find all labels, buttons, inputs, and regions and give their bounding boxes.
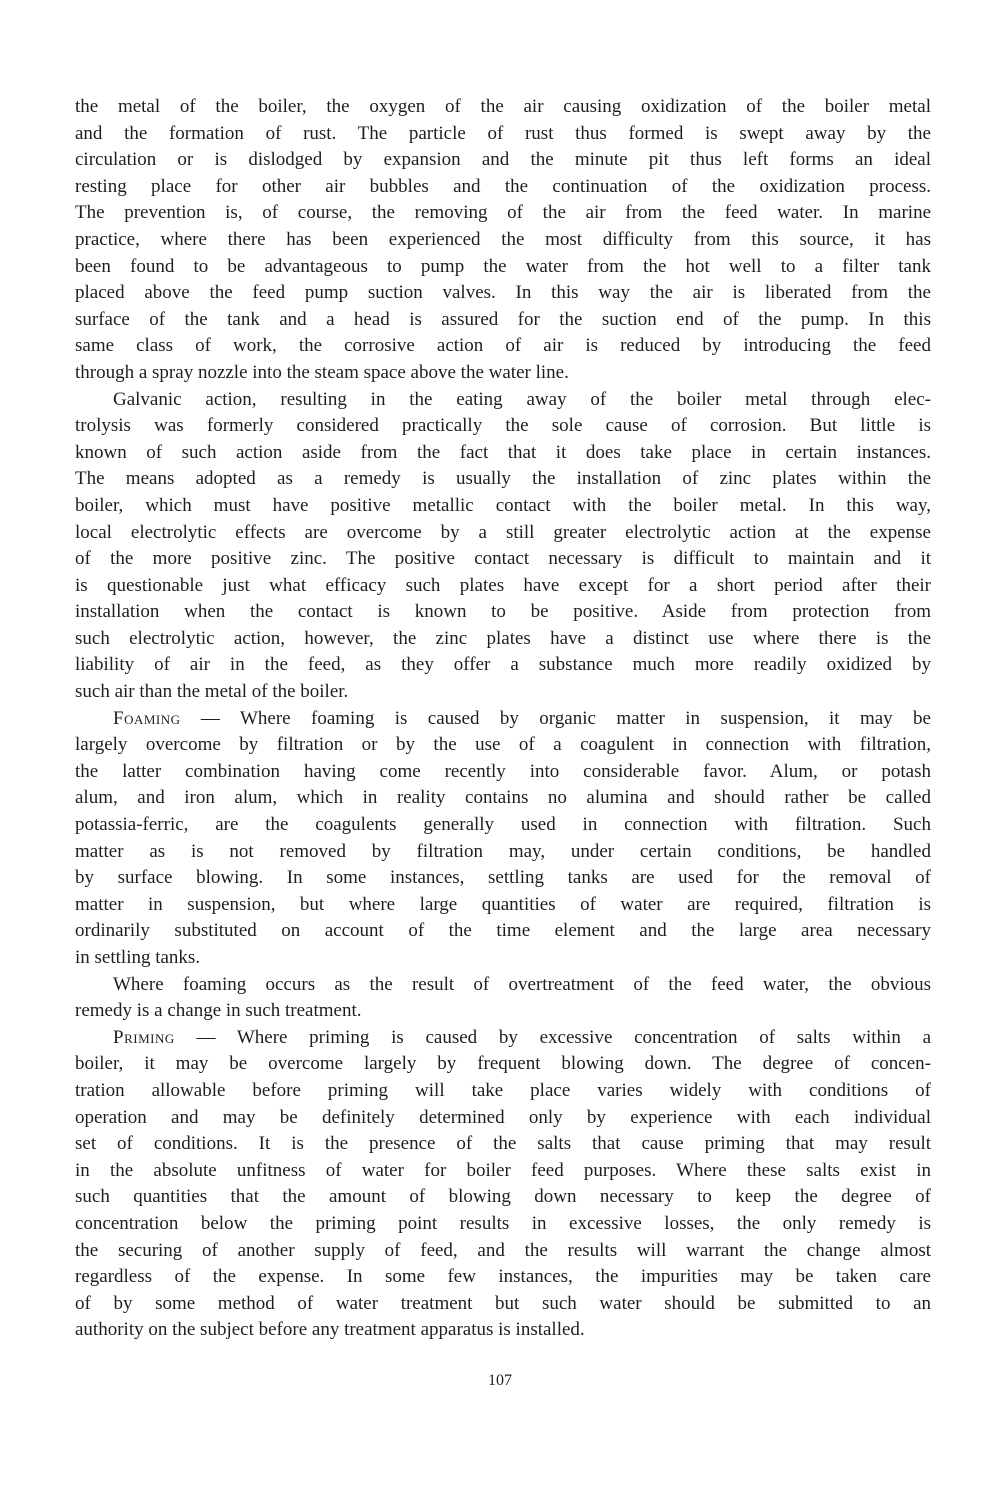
line-text: Where foaming occurs as the result of overtreatment of the feed water, the obvious [113,973,931,995]
line-text: such air than the metal of the boiler. [75,681,349,703]
line-text: the latter combination having come recently into considerable favor. Alum, or potash [75,760,931,782]
text-line [75,573,931,600]
line-text: in settling tanks. [75,947,201,968]
line-text: boiler, which must have positive metallic contact with the boiler metal. In this way, [75,494,931,516]
text-line [75,1078,931,1105]
line-text: circulation or is dislodged by expansion and the minute pit thus left forms an ideal [75,149,931,171]
line-text: potassia-ferric, are the coagulents generally used in connection with filtration. Such [75,814,931,836]
line-text: — Where foaming is caused by organic matter in suspension, it may be [180,707,931,729]
text-line [75,440,931,467]
text-line [75,732,931,759]
text-line [75,1238,931,1265]
line-text: and the formation of rust. The particle of rust thus formed is swept away by the [75,122,931,144]
text-line [75,94,931,121]
text-line [75,1105,931,1132]
text-line [75,1211,931,1238]
text-line [75,652,931,679]
line-text: same class of work, the corrosive action of air is reduced by introducing the feed [75,335,931,357]
line-text: Galvanic action, resulting in the eating away of the boiler metal through elec- [113,388,931,410]
line-text: such electrolytic action, however, the zinc plates have a distinct use where there is the [75,627,931,649]
line-text: through a spray nozzle into the steam space above the water line. [75,361,569,383]
line-text: by surface blowing. In some instances, settling tanks are used for the removal of [75,867,931,889]
line-text: installation when the contact is known to be positive. Aside from protection from [75,601,931,623]
text-line [75,546,931,573]
line-text: boiler, it may be overcome largely by frequent blowing down. The degree of concen- [75,1053,931,1075]
text-line [75,174,931,201]
text-line [75,945,931,972]
line-text: resting place for other air bubbles and the continuation of the oxidization process. [75,175,931,197]
line-text: the securing of another supply of feed, and the results will warrant the change almost [75,1239,931,1261]
paragraph [75,1025,931,1344]
line-text: local electrolytic effects are overcome by a still greater electrolytic action at the expense [75,521,931,543]
line-text: of by some method of water treatment but such water should be submitted to an [75,1292,931,1314]
text-line [75,1025,931,1052]
line-text: set of conditions. It is the presence of the salts that cause priming that may result [75,1133,931,1155]
line-text: remedy is a change in such treatment. [75,1000,362,1022]
text-line [75,387,931,414]
text-line [75,812,931,839]
line-text: practice, where there has been experienced the most difficulty from this source, it has [75,228,931,250]
paragraph [75,706,931,972]
text-line [75,280,931,307]
paragraph [75,94,931,387]
text-line [75,333,931,360]
text-line [75,254,931,281]
line-text: The prevention is, of course, the removing of the air from the feed water. In marine [75,202,931,224]
text-line [75,1051,931,1078]
line-text: is questionable just what efficacy such plates have except for a short period after their [75,574,931,596]
text-line [75,892,931,919]
text-line [75,785,931,812]
section-heading: Priming [113,1026,175,1048]
text-line [75,1264,931,1291]
text-line [75,227,931,254]
text-line [75,360,931,387]
text-line [75,1291,931,1318]
text-line [75,626,931,653]
text-line [75,466,931,493]
text-line [75,200,931,227]
line-text: operation and may be definitely determined only by experience with each individual [75,1106,931,1128]
line-text: authority on the subject before any treatment apparatus is installed. [75,1319,585,1341]
text-line [75,307,931,334]
line-text: alum, and iron alum, which in reality contains no alumina and should rather be called [75,787,931,809]
text-line [75,998,931,1025]
line-text: The means adopted as a remedy is usually the installation of zinc plates within the [75,468,931,490]
line-text: been found to be advantageous to pump the water from the hot well to a filter tank [75,255,931,277]
text-line [75,1158,931,1185]
text-line [75,520,931,547]
line-text: such quantities that the amount of blowing down necessary to keep the degree of [75,1186,931,1208]
text-line [75,972,931,999]
line-text: the metal of the boiler, the oxygen of the air causing oxidization of the boiler metal [75,96,931,117]
line-text: known of such action aside from the fact that it does take place in certain instances. [75,441,931,463]
line-text: surface of the tank and a head is assured for the suction end of the pump. In this [75,308,931,330]
text-line [75,599,931,626]
text-line [75,918,931,945]
text-line [75,679,931,706]
paragraph [75,387,931,706]
line-text: liability of air in the feed, as they offer a substance much more readily oxidized by [75,654,931,676]
line-text: — Where priming is caused by excessive concentration of salts within a [174,1026,931,1048]
line-text: matter as is not removed by filtration may, under certain conditions, be handled [75,840,931,862]
line-text: tration allowable before priming will take place varies widely with conditions of [75,1079,931,1101]
text-line [75,147,931,174]
text-line [75,413,931,440]
section-heading: Foaming [113,707,181,729]
line-text: concentration below the priming point results in excessive losses, the only remedy is [75,1212,931,1234]
line-text: regardless of the expense. In some few instances, the impurities may be taken care [75,1266,931,1288]
text-line [75,839,931,866]
line-text: placed above the feed pump suction valves. In this way the air is liberated from the [75,282,931,304]
line-text: ordinarily substituted on account of the time element and the large area necessary [75,920,931,942]
text-line [75,1184,931,1211]
line-text: of the more positive zinc. The positive contact necessary is difficult to maintain and it [75,548,931,570]
text-line [75,759,931,786]
text-line [75,865,931,892]
line-text: matter in suspension, but where large quantities of water are required, filtration is [75,893,931,915]
text-line [75,1131,931,1158]
text-line [75,493,931,520]
line-text: in the absolute unfitness of water for boiler feed purposes. Where these salts exist in [75,1159,931,1181]
body-text [75,94,931,1344]
page-number: 107 [488,1372,512,1389]
line-text: trolysis was formerly considered practically the sole cause of corrosion. But little is [75,415,931,437]
text-line [75,1317,931,1344]
line-text: largely overcome by filtration or by the use of a coagulent in connection with filtration, [75,734,931,756]
text-line [75,121,931,148]
text-line [75,706,931,733]
paragraph [75,972,931,1025]
